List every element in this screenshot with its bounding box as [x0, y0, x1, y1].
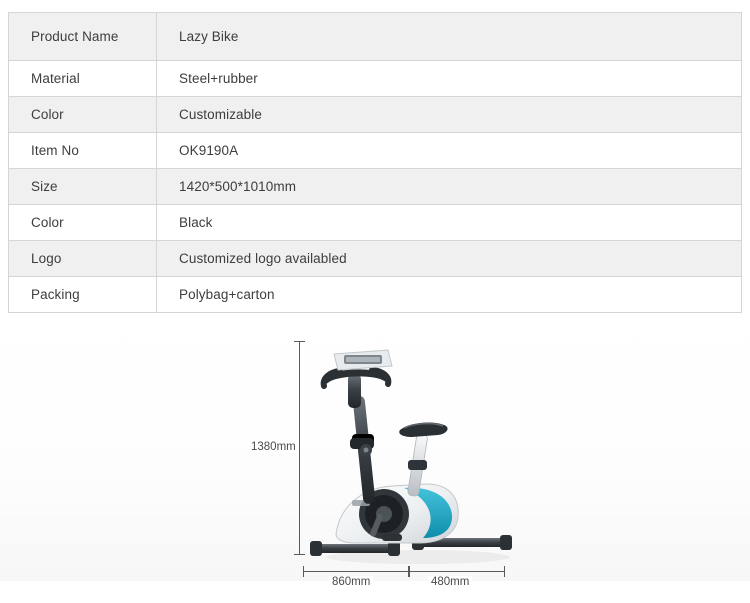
spec-key: Size	[9, 169, 157, 205]
table-row	[9, 205, 742, 241]
spec-value: OK9190A	[157, 133, 742, 169]
spec-value: Customized logo availabled	[157, 241, 742, 277]
spec-key: Material	[9, 61, 157, 97]
base-width-dimension-label: 480mm	[428, 576, 472, 588]
spec-value: Polybag+carton	[157, 277, 742, 313]
spec-key: Item No	[9, 133, 157, 169]
exercise-bike-illustration	[300, 338, 530, 568]
spec-key: Product Name	[9, 13, 157, 61]
spec-value: Lazy Bike	[157, 13, 742, 61]
spec-key: Logo	[9, 241, 157, 277]
base-length-dimension-label: 860mm	[329, 576, 373, 588]
spec-key: Packing	[9, 277, 157, 313]
tension-knob	[360, 444, 372, 456]
spec-value: Black	[157, 205, 742, 241]
watermark-text	[300, 566, 520, 600]
table-row	[9, 277, 742, 313]
height-dimension-label: 1380mm	[248, 441, 299, 453]
table-row	[9, 241, 742, 277]
table-row	[9, 13, 742, 61]
spec-key: Color	[9, 97, 157, 133]
console-display	[334, 350, 392, 370]
table-row	[9, 169, 742, 205]
table-row	[9, 61, 742, 97]
table-row	[9, 97, 742, 133]
table-row	[9, 133, 742, 169]
product-spec-table	[8, 12, 742, 313]
spec-key: Color	[9, 205, 157, 241]
handlebar	[324, 370, 389, 408]
spec-value: Customizable	[157, 97, 742, 133]
spec-value: Steel+rubber	[157, 61, 742, 97]
spec-value: 1420*500*1010mm	[157, 169, 742, 205]
saddle	[399, 423, 447, 437]
